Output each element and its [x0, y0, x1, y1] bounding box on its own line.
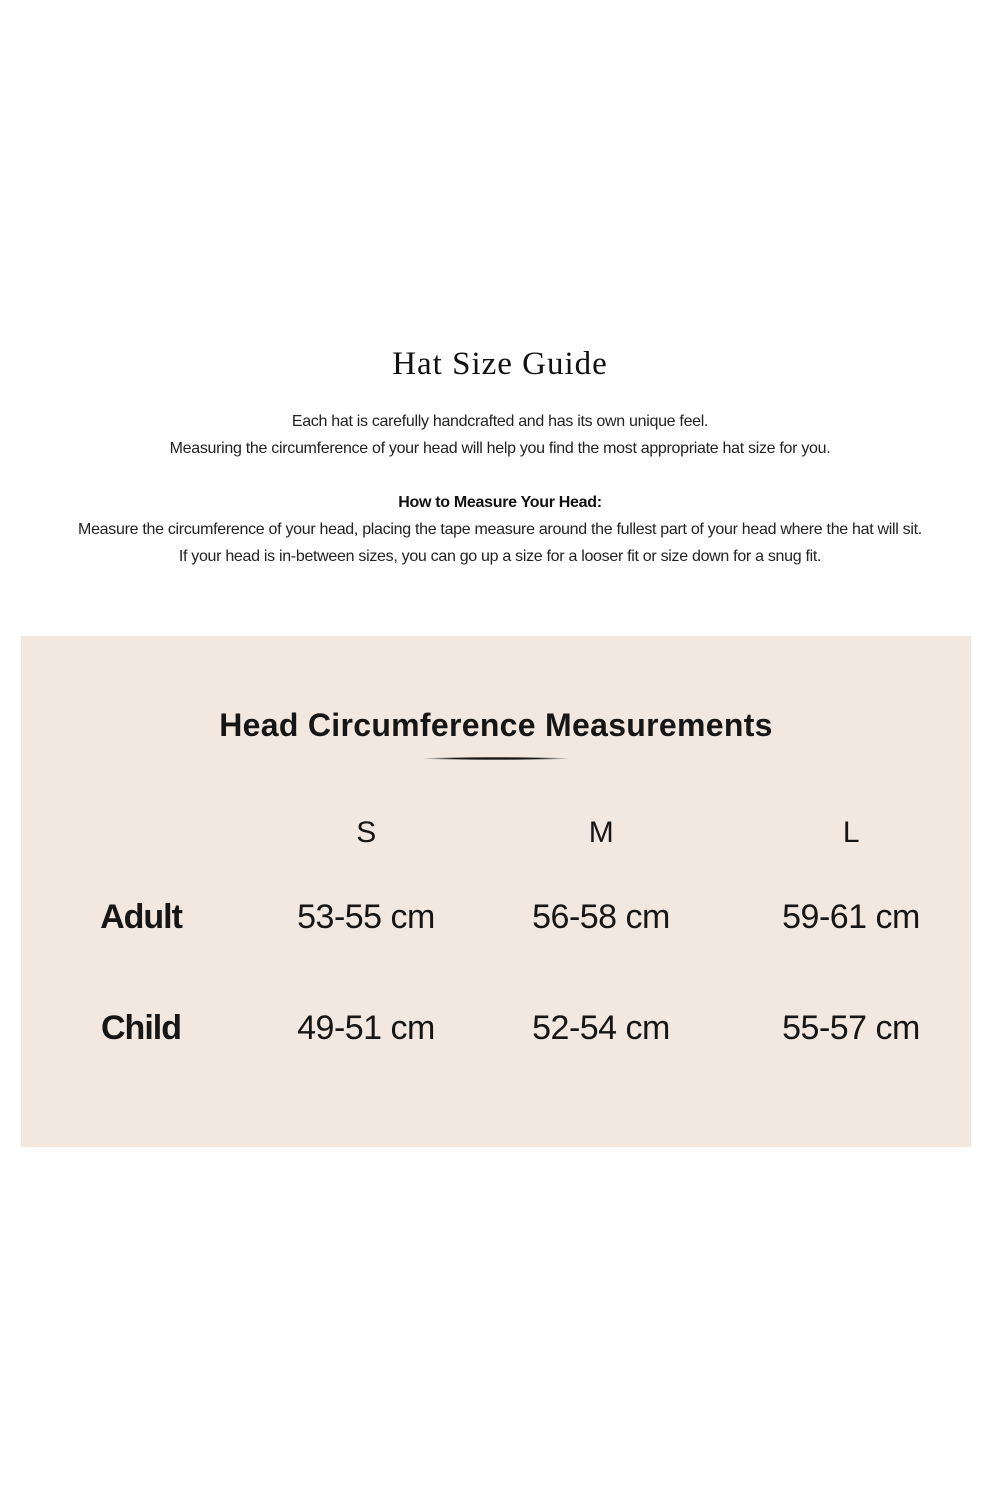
heading-divider [421, 757, 571, 760]
table-row-adult [21, 897, 971, 937]
how-to-measure-section [0, 489, 1000, 570]
table-row-child [21, 1008, 971, 1048]
adult-size-m-value: 56-58 cm [532, 898, 670, 936]
column-header-s: S [356, 816, 376, 849]
column-header-l: L [842, 816, 860, 849]
child-size-s-value: 49-51 cm [297, 1009, 435, 1047]
row-label-adult: Adult [100, 898, 182, 936]
how-to-measure-line-1: Measure the circumference of your head, placing the tape measure around the fullest part of your head where the hat will sit. [78, 521, 922, 538]
size-table-header-row [21, 816, 971, 850]
intro-line-2: Measuring the circumference of your head will help you find the most appropriate hat size for you. [169, 440, 831, 457]
child-size-l-value: 55-57 cm [782, 1009, 920, 1047]
page-title: Hat Size Guide [392, 346, 608, 382]
size-panel [21, 636, 971, 1147]
intro-line-1: Each hat is carefully handcrafted and has its own unique feel. [291, 413, 709, 430]
adult-size-l-value: 59-61 cm [782, 898, 920, 936]
intro-text [0, 408, 1000, 462]
corner-cell [21, 816, 261, 850]
how-to-measure-line-2: If your head is in-between sizes, you can go up a size for a looser fit or size down for a snug fit. [178, 548, 822, 565]
adult-size-s-value: 53-55 cm [297, 898, 435, 936]
child-size-m-value: 52-54 cm [532, 1009, 670, 1047]
column-header-m: M [588, 816, 614, 849]
size-panel-heading: Head Circumference Measurements [219, 707, 773, 743]
row-label-child: Child [101, 1009, 181, 1047]
how-to-measure-heading: How to Measure Your Head: [398, 494, 602, 511]
